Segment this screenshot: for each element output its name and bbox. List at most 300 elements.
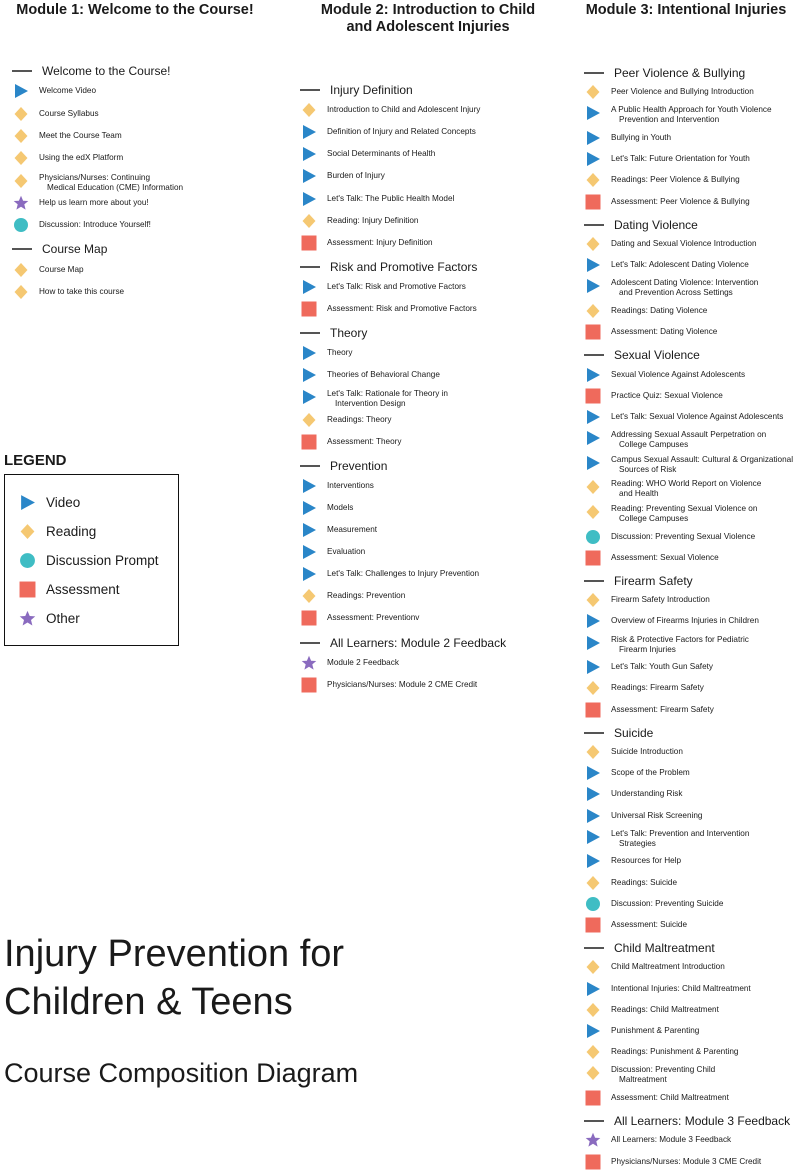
course-item	[572, 853, 800, 869]
item-label: Discussion: Preventing Sexual Violence	[611, 531, 756, 541]
diamond-icon	[585, 236, 601, 252]
play-triangle-icon	[585, 409, 601, 425]
item-label-line: Discussion: Preventing Child	[611, 1065, 716, 1075]
play-triangle-icon	[585, 455, 601, 471]
course-item	[288, 500, 568, 516]
item-label: Let's Talk: Sexual Violence Against Adolescents	[611, 412, 784, 421]
item-label: Scope of the Problem	[611, 768, 690, 778]
item-label: Resources for Help	[611, 856, 682, 866]
diamond-icon	[13, 128, 29, 144]
square-icon	[301, 434, 317, 450]
course-item	[288, 544, 568, 560]
diamond-icon	[585, 504, 601, 520]
item-label: Readings: Punishment & Parenting	[611, 1047, 739, 1057]
item-label	[611, 829, 749, 849]
section-header	[0, 239, 270, 259]
diamond-icon	[585, 1044, 601, 1060]
play-triangle-icon	[301, 191, 317, 207]
item-label: Assessment: Dating Violence	[611, 327, 718, 337]
item-label: Bullying in Youth	[611, 133, 672, 142]
course-item	[572, 1044, 800, 1060]
item-label-line: Addressing Sexual Assault Perpetration on	[611, 430, 767, 440]
item-label-line: Prevention and Intervention	[619, 115, 720, 125]
course-item	[572, 257, 800, 273]
course-item	[288, 434, 568, 450]
diamond-icon	[13, 173, 29, 189]
course-item	[572, 613, 800, 629]
course-item	[288, 191, 568, 207]
course-item	[572, 786, 800, 802]
square-icon	[301, 235, 317, 251]
square-icon	[585, 1090, 601, 1106]
diamond-icon	[13, 262, 29, 278]
course-item	[572, 1002, 800, 1018]
section-header	[288, 456, 568, 476]
diamond-icon	[585, 592, 601, 608]
item-label: Readings: Firearm Safety	[611, 683, 704, 693]
item-label: Assessment: Theory	[327, 436, 402, 446]
legend-item-reading	[5, 520, 96, 542]
item-label: Help us learn more about you!	[39, 197, 149, 207]
course-item	[572, 1023, 800, 1039]
section-dash	[584, 354, 604, 356]
item-label: Firearm Safety Introduction	[611, 595, 710, 605]
item-label: Readings: Dating Violence	[611, 306, 708, 315]
play-triangle-icon	[301, 168, 317, 184]
course-item	[0, 83, 270, 99]
legend-label: Assessment	[46, 581, 120, 597]
course-item	[0, 195, 270, 211]
legend-label: Discussion Prompt	[46, 552, 159, 568]
course-item	[572, 278, 800, 298]
course-item	[0, 150, 270, 166]
course-item	[572, 917, 800, 933]
course-item	[572, 659, 800, 675]
item-label-line: Strategies	[619, 838, 656, 848]
course-item	[572, 130, 800, 146]
course-item	[0, 284, 270, 300]
course-item	[288, 146, 568, 162]
item-label: Burden of Injury	[327, 171, 385, 181]
course-item	[0, 217, 270, 233]
diamond-icon	[301, 102, 317, 118]
item-label: Readings: Child Maltreatment	[611, 1004, 719, 1014]
section-title: Course Map	[42, 242, 108, 257]
item-label: Module 2 Feedback	[327, 657, 399, 667]
section-dash	[300, 266, 320, 268]
play-triangle-icon	[585, 613, 601, 629]
play-triangle-icon	[301, 146, 317, 162]
course-item	[572, 151, 800, 167]
course-item	[572, 592, 800, 608]
play-triangle-icon	[301, 367, 317, 383]
item-label-line: Adolescent Dating Violence: Intervention	[611, 278, 759, 288]
item-label	[611, 1065, 715, 1085]
item-label: Theory	[327, 348, 353, 358]
course-item	[572, 702, 800, 718]
item-label: Physicians/Nurses: Module 2 CME Credit	[327, 679, 478, 689]
module-title-line: Module 2: Introduction to Child	[320, 2, 536, 18]
course-item	[572, 829, 800, 849]
item-label: Suicide Introduction	[611, 747, 683, 756]
course-item	[288, 168, 568, 184]
diamond-icon	[585, 959, 601, 975]
item-label: Introduction to Child and Adolescent Injury	[327, 105, 481, 115]
item-label: Peer Violence and Bullying Introduction	[611, 87, 754, 97]
item-label: Physicians/Nurses: Module 3 CME Credit	[611, 1156, 762, 1166]
item-label: Readings: Prevention	[327, 591, 406, 601]
circle-icon	[13, 217, 29, 233]
item-label: How to take this course	[39, 287, 125, 296]
section-dash	[584, 732, 604, 734]
play-triangle-icon	[19, 494, 36, 511]
course-item	[288, 566, 568, 582]
legend-item-assessment	[5, 578, 120, 600]
play-triangle-icon	[301, 389, 317, 405]
item-label: Course Syllabus	[39, 108, 99, 118]
play-triangle-icon	[301, 478, 317, 494]
legend-label: Other	[46, 610, 80, 626]
play-triangle-icon	[585, 278, 601, 294]
item-label	[611, 455, 793, 475]
diamond-icon	[585, 172, 601, 188]
course-item	[0, 173, 270, 193]
diamond-icon	[301, 412, 317, 428]
item-label: Models	[327, 502, 354, 512]
item-label-line: and Prevention Across Settings	[619, 288, 733, 298]
item-label: Evaluation	[327, 547, 366, 557]
section-header	[572, 1111, 800, 1131]
square-icon	[301, 301, 317, 317]
course-item	[572, 959, 800, 975]
legend	[4, 474, 179, 646]
square-icon	[585, 194, 601, 210]
course-item	[288, 588, 568, 604]
module-2-column	[288, 0, 568, 689]
course-item	[572, 504, 800, 524]
section-title: Risk and Promotive Factors	[330, 259, 478, 274]
item-label-line: College Campuses	[619, 440, 689, 450]
diamond-icon	[585, 84, 601, 100]
section-header	[572, 571, 800, 591]
course-item	[572, 430, 800, 450]
diamond-icon	[301, 588, 317, 604]
diamond-icon	[13, 106, 29, 122]
course-item	[572, 324, 800, 340]
course-item	[572, 1154, 800, 1170]
course-item	[288, 610, 568, 626]
legend-item-other	[5, 607, 80, 629]
course-item	[288, 677, 568, 693]
course-item	[288, 213, 568, 229]
module-title-line: Module 1: Welcome to the Course!	[16, 2, 254, 18]
play-triangle-icon	[585, 765, 601, 781]
item-label: Let's Talk: Youth Gun Safety	[611, 662, 714, 672]
square-icon	[585, 388, 601, 404]
item-label: Course Map	[39, 264, 84, 274]
course-item	[288, 522, 568, 538]
course-item	[288, 478, 568, 494]
section-dash	[584, 72, 604, 74]
item-label: Assessment: Child Maltreatment	[611, 1093, 729, 1102]
course-item	[572, 194, 800, 210]
diamond-icon	[585, 680, 601, 696]
play-triangle-icon	[585, 853, 601, 869]
item-label-line: A Public Health Approach for Youth Violence	[611, 105, 772, 115]
star-icon	[13, 195, 29, 211]
section-title: Prevention	[330, 458, 388, 473]
play-triangle-icon	[585, 786, 601, 802]
item-label: Discussion: Introduce Yourself!	[39, 220, 151, 230]
item-label	[611, 278, 758, 298]
section-title: Suicide	[614, 725, 654, 740]
course-item	[288, 655, 568, 671]
item-label	[611, 105, 772, 125]
item-label-line: Sources of Risk	[619, 464, 677, 474]
course-item	[572, 236, 800, 252]
diamond-icon	[585, 1065, 601, 1081]
diamond-icon	[585, 1002, 601, 1018]
item-label-line: Campus Sexual Assault: Cultural & Organizational	[611, 454, 794, 464]
legend-item-discussion	[5, 549, 159, 571]
item-label-line: Maltreatment	[619, 1075, 667, 1085]
course-item	[572, 1090, 800, 1106]
item-label	[327, 389, 448, 409]
item-label-line: Let's Talk: Prevention and Intervention	[611, 828, 750, 838]
section-title: Theory	[330, 326, 368, 341]
course-item	[572, 550, 800, 566]
item-label: Sexual Violence Against Adolescents	[611, 369, 746, 379]
subtitle: Course Composition Diagram	[4, 1058, 359, 1088]
item-label: Child Maltreatment Introduction	[611, 962, 725, 972]
item-label: Assessment: Sexual Violence	[611, 552, 719, 562]
item-label: Assessment: Suicide	[611, 920, 687, 929]
section-header	[572, 938, 800, 958]
course-item	[572, 808, 800, 824]
module-title	[288, 0, 568, 36]
main-title-line: Children & Teens	[4, 981, 293, 1023]
play-triangle-icon	[585, 151, 601, 167]
course-item	[0, 106, 270, 122]
square-icon	[301, 677, 317, 693]
star-icon	[301, 655, 317, 671]
play-triangle-icon	[301, 522, 317, 538]
item-label: Intentional Injuries: Child Maltreatment	[611, 983, 751, 993]
item-label: Punishment & Parenting	[611, 1026, 700, 1035]
item-label: Let's Talk: Challenges to Injury Prevention	[327, 569, 480, 579]
section-dash	[584, 580, 604, 582]
item-label-line: Reading: WHO World Report on Violence	[611, 479, 762, 489]
section-dash	[300, 465, 320, 467]
play-triangle-icon	[585, 635, 601, 651]
item-label-line: Intervention Design	[335, 399, 406, 409]
item-label: Theories of Behavioral Change	[327, 370, 440, 380]
section-title: All Learners: Module 3 Feedback	[614, 1114, 791, 1129]
section-dash	[584, 224, 604, 226]
item-label: Let's Talk: The Public Health Model	[327, 193, 455, 203]
play-triangle-icon	[585, 829, 601, 845]
module-title-line: and Adolescent Injuries	[346, 19, 510, 35]
item-label-line: Let's Talk: Rationale for Theory in	[327, 389, 448, 399]
section-title: Welcome to the Course!	[42, 64, 171, 78]
square-icon	[585, 324, 601, 340]
section-header	[572, 63, 800, 83]
item-label: All Learners: Module 3 Feedback	[611, 1135, 732, 1145]
square-icon	[585, 1154, 601, 1170]
item-label	[611, 479, 761, 499]
item-label: Let's Talk: Risk and Promotive Factors	[327, 281, 466, 291]
square-icon	[585, 917, 601, 933]
item-label: Universal Risk Screening	[611, 810, 703, 820]
diamond-icon	[301, 213, 317, 229]
legend-title: LEGEND	[4, 452, 67, 469]
course-item	[288, 279, 568, 295]
item-label: Measurement	[327, 525, 378, 534]
diamond-icon	[585, 479, 601, 495]
course-item	[572, 455, 800, 475]
course-item	[288, 102, 568, 118]
play-triangle-icon	[585, 367, 601, 383]
course-item	[572, 388, 800, 404]
play-triangle-icon	[301, 124, 317, 140]
section-header	[572, 345, 800, 365]
legend-label: Video	[46, 494, 81, 510]
item-label: Assessment: Firearm Safety	[611, 704, 714, 714]
course-item	[0, 262, 270, 278]
section-header	[572, 215, 800, 235]
item-label: Dating and Sexual Violence Introduction	[611, 239, 757, 248]
circle-icon	[585, 529, 601, 545]
item-label-line: Firearm Injuries	[619, 644, 676, 654]
item-label-line: Physicians/Nurses: Continuing	[39, 172, 151, 182]
item-label	[611, 430, 766, 450]
course-item	[288, 345, 568, 361]
item-label: Social Determinants of Health	[327, 149, 436, 159]
course-item	[288, 301, 568, 317]
section-header	[288, 257, 568, 277]
item-label-line: Risk & Protective Factors for Pediatric	[611, 634, 749, 644]
module-title	[0, 0, 270, 19]
item-label: Reading: Injury Definition	[327, 215, 419, 225]
play-triangle-icon	[585, 105, 601, 121]
course-item	[572, 367, 800, 383]
item-label	[611, 635, 749, 655]
item-label: Readings: Suicide	[611, 877, 677, 887]
course-item	[572, 1065, 800, 1085]
item-label-line: College Campuses	[619, 514, 689, 523]
course-item	[288, 235, 568, 251]
item-label: Let's Talk: Future Orientation for Youth	[611, 154, 750, 164]
item-label: Practice Quiz: Sexual Violence	[611, 390, 723, 400]
course-item	[572, 172, 800, 188]
item-label	[611, 504, 757, 524]
diamond-icon	[585, 744, 601, 760]
diamond-icon	[585, 303, 601, 319]
play-triangle-icon	[301, 566, 317, 582]
diamond-icon	[585, 875, 601, 891]
legend-label: Reading	[46, 523, 97, 539]
course-item	[572, 409, 800, 425]
diamond-icon	[13, 284, 29, 300]
module-1-column	[0, 0, 270, 296]
square-icon	[301, 610, 317, 626]
section-dash	[12, 248, 32, 250]
course-item	[572, 105, 800, 125]
course-item	[572, 635, 800, 655]
course-item	[572, 744, 800, 760]
section-dash	[584, 947, 604, 949]
course-item	[572, 875, 800, 891]
section-title: Peer Violence & Bullying	[614, 66, 746, 80]
star-icon	[19, 610, 36, 627]
section-title: Injury Definition	[330, 83, 413, 97]
item-label: Discussion: Preventing Suicide	[611, 898, 724, 908]
section-header	[572, 723, 800, 743]
play-triangle-icon	[585, 257, 601, 273]
course-item	[572, 680, 800, 696]
section-title: Child Maltreatment	[614, 941, 715, 956]
section-title: Firearm Safety	[614, 574, 693, 588]
item-label: Let's Talk: Adolescent Dating Violence	[611, 260, 749, 270]
course-item	[572, 84, 800, 100]
course-item	[572, 479, 800, 499]
play-triangle-icon	[585, 808, 601, 824]
main-title	[4, 930, 344, 1026]
item-label: Assessment: Preventionv	[327, 613, 420, 623]
section-header	[0, 61, 270, 81]
item-label: Overview of Firearms Injuries in Children	[611, 616, 759, 626]
course-item	[572, 765, 800, 781]
section-title: All Learners: Module 2 Feedback	[330, 635, 507, 650]
diamond-icon	[19, 523, 36, 540]
play-triangle-icon	[585, 430, 601, 446]
item-label	[39, 173, 183, 193]
module-3-column	[572, 0, 800, 1166]
item-label: Meet the Course Team	[39, 130, 122, 140]
section-header	[288, 323, 568, 343]
course-item	[572, 1132, 800, 1148]
section-title: Sexual Violence	[614, 348, 700, 363]
course-item	[288, 412, 568, 428]
play-triangle-icon	[301, 544, 317, 560]
item-label: Using the edX Platform	[39, 153, 124, 163]
item-label-line: and Health	[619, 489, 659, 499]
section-title: Dating Violence	[614, 217, 698, 232]
course-item	[572, 896, 800, 912]
item-label: Definition of Injury and Related Concepts	[327, 127, 476, 137]
square-icon	[585, 550, 601, 566]
circle-icon	[19, 552, 36, 569]
course-item	[572, 529, 800, 545]
course-item	[288, 389, 568, 409]
item-label-line: Reading: Preventing Sexual Violence on	[611, 504, 758, 513]
section-dash	[584, 1120, 604, 1122]
diamond-icon	[13, 150, 29, 166]
legend-item-video	[5, 491, 80, 513]
module-title-line: Module 3: Intentional Injuries	[585, 2, 787, 18]
section-dash	[300, 89, 320, 91]
play-triangle-icon	[585, 130, 601, 146]
play-triangle-icon	[585, 981, 601, 997]
item-label: Readings: Theory	[327, 414, 392, 424]
section-header	[288, 633, 568, 653]
play-triangle-icon	[301, 345, 317, 361]
item-label: Assessment: Injury Definition	[327, 237, 433, 247]
section-header	[288, 80, 568, 100]
item-label-line: Medical Education (CME) Information	[47, 182, 184, 192]
course-item	[0, 128, 270, 144]
section-dash	[300, 642, 320, 644]
